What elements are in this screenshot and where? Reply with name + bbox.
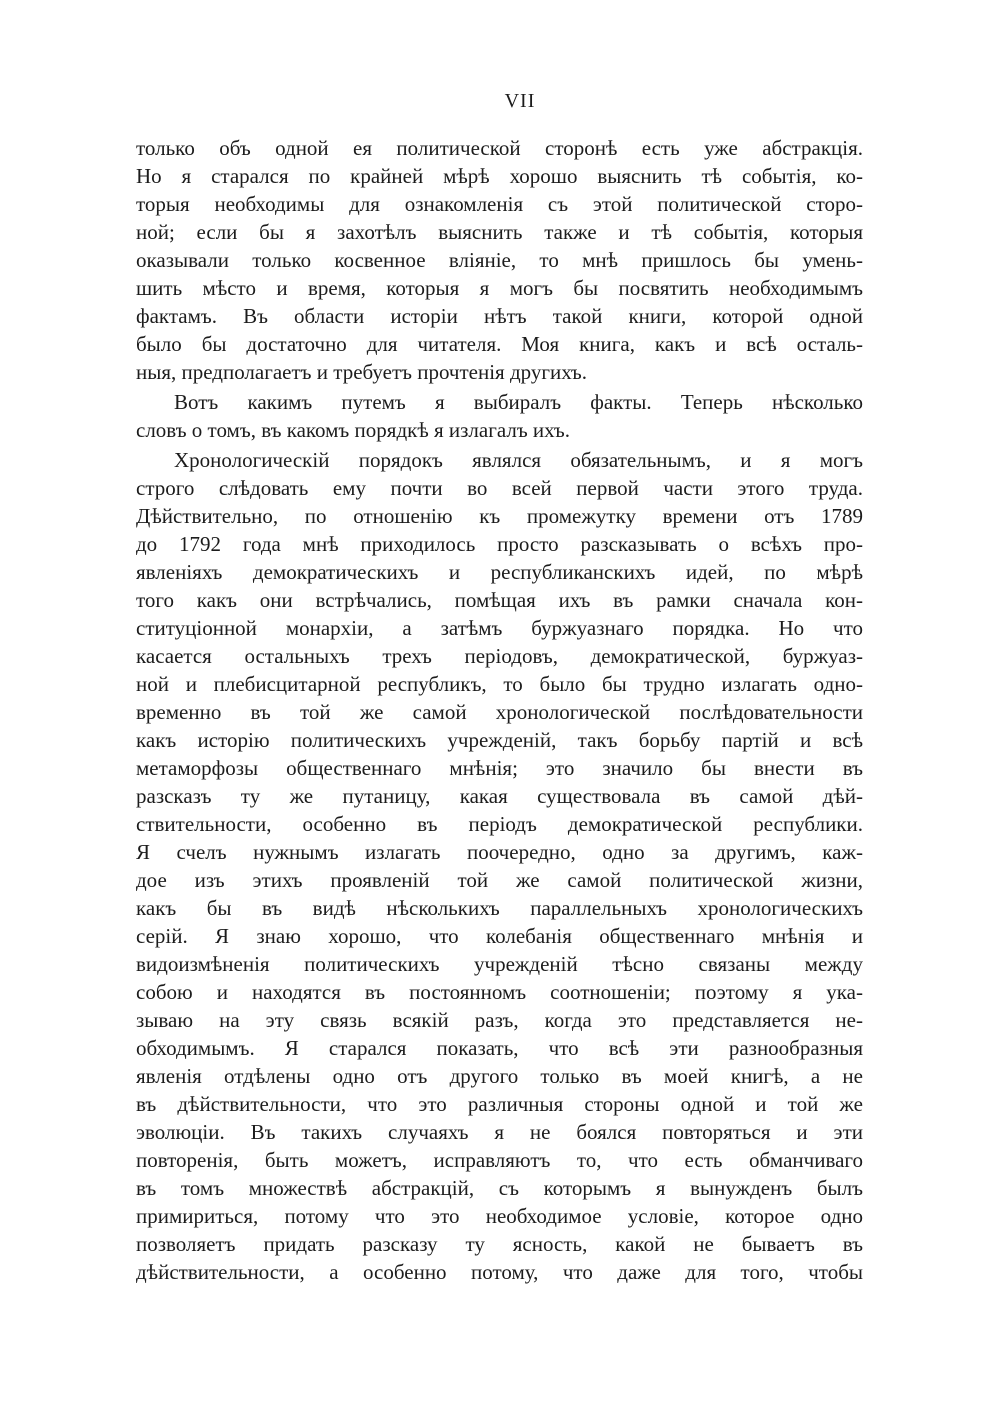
text-line: метаморфозы общественнаго мнѣнія; это значило бы внести въ xyxy=(136,756,863,780)
text-line: Но я старался по крайней мѣрѣ хорошо выяснить тѣ событія, ко- xyxy=(136,164,863,188)
text-line: ствительности, особенно въ періодъ демократической республики. xyxy=(136,812,863,836)
text-line: того какъ они встрѣчались, помѣщая ихъ въ рамки сначала кон- xyxy=(136,588,863,612)
paragraph xyxy=(136,134,863,386)
text-line: Хронологическій порядокъ являлся обязательнымъ, и я могъ xyxy=(174,448,863,472)
text-line: только объ одной ея политической сторонѣ есть уже абстракція. xyxy=(136,136,863,160)
text-line: оказывали только косвенное вліяніе, то мнѣ пришлось бы умень- xyxy=(136,248,863,272)
text-line: серій. Я знаю хорошо, что колебанія общественнаго мнѣнія и xyxy=(136,924,863,948)
text-line: было бы достаточно для читателя. Моя книга, какъ и всѣ осталь- xyxy=(136,332,863,356)
text-line: собою и находятся въ постоянномъ соотношеніи; поэтому я ука- xyxy=(136,980,863,1004)
text-line: повторенія, быть можетъ, исправляютъ то, что есть обманчиваго xyxy=(136,1148,863,1172)
text-line: зываю на эту связь всякій разъ, когда это представляется не- xyxy=(136,1008,863,1032)
text-line: разсказъ ту же путаницу, какая существовала въ самой дѣй- xyxy=(136,784,863,808)
text-line: дѣйствительности, а особенно потому, что даже для того, чтобы xyxy=(136,1260,863,1284)
text-line: ныя, предполагаетъ и требуетъ прочтенія другихъ. xyxy=(136,360,588,384)
body-text xyxy=(136,134,863,1288)
text-line: явленія отдѣлены одно отъ другого только въ моей книгѣ, а не xyxy=(136,1064,863,1088)
text-line: ной; если бы я захотѣлъ выяснить также и тѣ событія, которыя xyxy=(136,220,863,244)
text-line: явленіяхъ демократическихъ и республиканскихъ идей, по мѣрѣ xyxy=(136,560,863,584)
text-line: ституціонной монархіи, а затѣмъ буржуазнаго порядка. Но что xyxy=(136,616,863,640)
text-line: строго слѣдовать ему почти во всей первой части этого труда. xyxy=(136,476,863,500)
text-line: Я счелъ нужнымъ излагать поочередно, одно за другимъ, каж- xyxy=(136,840,863,864)
text-line: фактамъ. Въ области исторіи нѣтъ такой книги, которой одной xyxy=(136,304,863,328)
page-number: VII xyxy=(504,90,536,112)
text-line: шить мѣсто и время, которыя я могъ бы посвятить необходимымъ xyxy=(136,276,863,300)
text-line: какъ бы въ видѣ нѣсколькихъ параллельныхъ хронологическихъ xyxy=(136,896,863,920)
text-line: временно въ той же самой хронологической послѣдовательности xyxy=(136,700,863,724)
text-line: видоизмѣненія политическихъ учрежденій тѣсно связаны между xyxy=(136,952,863,976)
text-line: эволюціи. Въ такихъ случаяхъ я не боялся повторяться и эти xyxy=(136,1120,863,1144)
text-line: позволяетъ придать разсказу ту ясность, какой не бываетъ въ xyxy=(136,1232,863,1256)
text-line: дое изъ этихъ проявленій той же самой политической жизни, xyxy=(136,868,863,892)
text-line: въ томъ множествѣ абстракцій, съ которымъ я вынужденъ былъ xyxy=(136,1176,863,1200)
paragraph xyxy=(136,388,863,444)
text-line: до 1792 года мнѣ приходилось просто разсказывать о всѣхъ про- xyxy=(136,532,863,556)
text-line: въ дѣйствительности, что это различныя стороны одной и той же xyxy=(136,1092,863,1116)
text-line: Вотъ какимъ путемъ я выбиралъ факты. Теперь нѣсколько xyxy=(174,390,863,414)
text-line: ной и плебисцитарной республикъ, то было бы трудно излагать одно- xyxy=(136,672,863,696)
text-line: торыя необходимы для ознакомленія съ этой политической сторо- xyxy=(136,192,863,216)
text-line: касается остальныхъ трехъ періодовъ, демократической, буржуаз- xyxy=(136,644,863,668)
text-line: словъ о томъ, въ какомъ порядкѣ я излагалъ ихъ. xyxy=(136,418,570,442)
text-line: примириться, потому что это необходимое условіе, которое одно xyxy=(136,1204,863,1228)
text-line: какъ исторію политическихъ учрежденій, такъ борьбу партій и всѣ xyxy=(136,728,863,752)
paragraph xyxy=(136,446,863,1286)
text-line: обходимымъ. Я старался показать, что всѣ эти разнообразныя xyxy=(136,1036,863,1060)
text-line: Дѣйствительно, по отношенію къ промежутку времени отъ 1789 xyxy=(136,504,863,528)
